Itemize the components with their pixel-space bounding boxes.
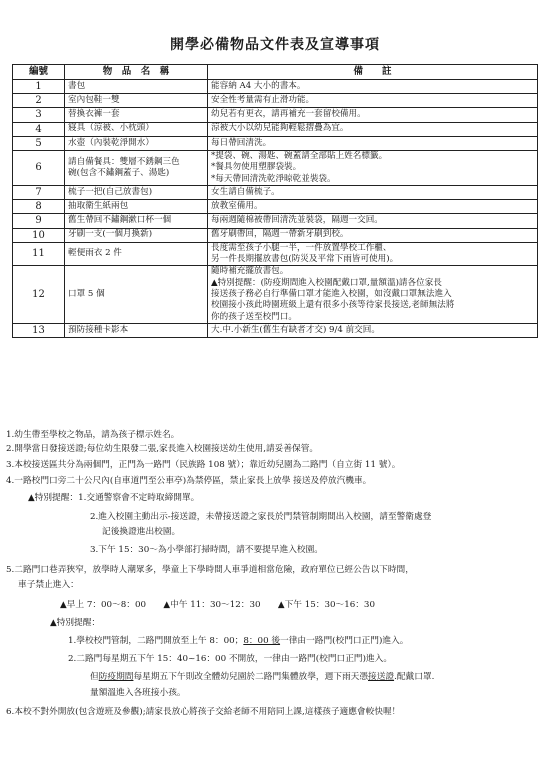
item-note-cell <box>208 324 538 338</box>
header-no: 編號 <box>13 65 65 80</box>
item-name-line: 碗(包含不鏽鋼蓋子、湯匙) <box>68 167 170 178</box>
row-number: 2 <box>13 94 65 108</box>
table-row <box>13 185 538 199</box>
special-reminder-2-item-1 <box>68 636 408 647</box>
table-row <box>13 136 538 150</box>
header-note: 備 註 <box>208 65 538 80</box>
item-name-cell <box>65 228 208 242</box>
item-name-line: 書包 <box>68 80 86 91</box>
table-row <box>13 214 538 228</box>
row-number: 3 <box>13 108 65 122</box>
table-row <box>13 242 538 266</box>
special-reminder-1-item-2: 2.進入校園主動出示-接送證，未帶接送證之家長於門禁管制期間出入校園，請至警衛處登 <box>90 512 432 522</box>
item-note-line: 安全性考量需有止滑功能。 <box>211 95 315 106</box>
item-name-line: 替換衣褲一套 <box>68 109 120 120</box>
special-reminder-1-item-2-cont: 記後換證進出校園。 <box>102 527 181 537</box>
item-note-line: *提袋、碗、湯匙、碗蓋請全部貼上姓名標籤。 <box>211 150 388 161</box>
item-name-line: 舊生帶回不鏽鋼漱口杯一個 <box>68 215 172 226</box>
row-number: 11 <box>13 242 65 266</box>
item-note-line: ▲特別提醒：(防疫期間進入校園配戴口罩,量額溫)請各位家長 <box>211 277 442 288</box>
item-name-cell <box>65 122 208 136</box>
row-number: 8 <box>13 200 65 214</box>
row-number: 1 <box>13 80 65 94</box>
special-reminder-2-item-3 <box>90 672 434 683</box>
item-note-cell <box>208 80 538 94</box>
table-row <box>13 324 538 338</box>
item-name-cell <box>65 150 208 185</box>
item-name-line: 室內包鞋一雙 <box>68 95 120 106</box>
item-name-cell <box>65 80 208 94</box>
items-table <box>12 64 538 338</box>
item-note-cell <box>208 200 538 214</box>
special-reminder-1-item-3: 3.下午 15：30～為小學部打掃時間，請不要提早進入校園。 <box>90 545 323 555</box>
item-note-line: 能容納 A4 大小的書本。 <box>211 80 306 91</box>
item-name-cell <box>65 266 208 324</box>
item-name-line: 梳子一把(自己放書包) <box>68 186 153 197</box>
item-note-cell <box>208 242 538 266</box>
item-name-cell <box>65 324 208 338</box>
special-reminder-2: ▲特別提醒： <box>50 618 101 628</box>
note-6: 6.本校不對外開放(包含遊班及參觀);請家長放心將孩子交給老師不用陪同上課,這樣孩子適應會較快喔！ <box>6 707 401 717</box>
note-5: 5.二路門口巷弄狹窄，放學時人潮眾多，學童上下學時間人車爭道相當危險，政府單位已經公告以下時間， <box>6 565 414 575</box>
item-name-line: 口罩 5 個 <box>68 289 105 300</box>
s2-3-a: 但 <box>90 672 99 682</box>
item-name-cell <box>65 185 208 199</box>
item-note-cell <box>208 136 538 150</box>
table-body <box>13 80 538 338</box>
item-note-line: 涼被大小以幼兒能夠輕鬆摺疊為宜。 <box>211 123 349 134</box>
item-name-line: 請自備餐具：雙層不銹鋼三色 <box>68 156 180 167</box>
item-note-line: 幼兒若有更衣，請再補充一套留校備用。 <box>211 109 366 120</box>
special-reminder-1: ▲特別提醒：1.交通警察會不定時取締開單。 <box>28 493 200 503</box>
item-note-line: 長度需至孩子小腿一半，一件放置學校工作櫃、 <box>211 242 392 253</box>
s2-1-underline: 8：00 後 <box>243 636 281 646</box>
special-reminder-2-item-2: 2.二路門每星期五下午 15：40~16：00 不開放，一律由一路門(校門口正門)進入。 <box>68 654 393 664</box>
item-name-cell <box>65 94 208 108</box>
item-note-cell <box>208 150 538 185</box>
table-row <box>13 122 538 136</box>
item-note-line: 女生請自備梳子。 <box>211 186 280 197</box>
item-note-line: 另一件長期擺放書包(防災及平常下雨皆可使用)。 <box>211 254 399 265</box>
item-name-line: 預防接種卡影本 <box>68 325 129 336</box>
row-number: 5 <box>13 136 65 150</box>
s2-1-text: 1.學校校門管制，二路門開放至上午 8：00； <box>68 636 244 646</box>
item-note-line: 校園接小孩此時園班級上還有很多小孩等待家長接送,老師無法將 <box>211 300 455 311</box>
item-name-cell <box>65 214 208 228</box>
note-2: 2.開學當日發接送證;每位幼生限發二張,家長進入校園接送幼生使用,請妥善保管。 <box>6 444 319 454</box>
item-note-line: *每天帶回清洗乾淨晾乾並裝袋。 <box>211 173 336 184</box>
note-1: 1.幼生帶至學校之物品，請為孩子標示姓名。 <box>6 430 180 440</box>
row-number: 7 <box>13 185 65 199</box>
item-note-line: *餐具勿使用塑膠袋裝。 <box>211 162 302 173</box>
header-item: 物 品 名 稱 <box>65 65 208 80</box>
item-note-cell <box>208 266 538 324</box>
item-name-cell <box>65 108 208 122</box>
s2-3-underline-1: 防疫期間 <box>98 672 134 682</box>
item-name-cell <box>65 136 208 150</box>
note-5-cont: 車子禁止進入： <box>18 580 79 590</box>
row-number: 9 <box>13 214 65 228</box>
row-number: 12 <box>13 266 65 324</box>
row-number: 4 <box>13 122 65 136</box>
s2-1-text-post: 一律由一路門(校門口正門)進入。 <box>280 636 409 646</box>
row-number: 13 <box>13 324 65 338</box>
document-title: 開學必備物品文件表及宣導事項 <box>170 37 380 53</box>
restricted-times: ▲早上 7：00～8：00 ▲中午 11：30～12：30 ▲下午 15：30～16：30 <box>60 600 375 610</box>
table-row <box>13 108 538 122</box>
note-3: 3.本校接送區共分為兩個門，正門為一路門（民族路 108 號）；靠近幼兒園為二路門（自立街 11 號）。 <box>6 460 401 470</box>
item-note-line: 隨時補充擺放書包。 <box>211 266 289 277</box>
table-row <box>13 94 538 108</box>
s2-3-b: 每星期五下午則改全體幼兒園於二路門集體放學，週下雨天憑 <box>133 672 368 682</box>
item-note-line: 你的孩子送至校門口。 <box>211 311 297 322</box>
item-name-line: 寢具（涼被、小枕頭） <box>68 123 154 134</box>
item-note-line: 大.中.小新生(舊生有缺者才交) 9/4 前交回。 <box>211 325 380 336</box>
row-number: 10 <box>13 228 65 242</box>
item-name-line: 輕便雨衣 2 件 <box>68 248 122 259</box>
item-note-cell <box>208 228 538 242</box>
row-number: 6 <box>13 150 65 185</box>
table-header-row <box>13 65 538 80</box>
item-note-cell <box>208 94 538 108</box>
table-row <box>13 80 538 94</box>
special-reminder-2-item-3-cont: 量額溫進入各班接小孩。 <box>90 688 186 698</box>
item-name-cell <box>65 242 208 266</box>
note-4: 4.一路校門口旁二十公尺內(自車道門至公車亭)為禁停區，禁止家長上放學 接送及停放汽機車。 <box>6 476 372 486</box>
s2-3-c: .配戴口罩. <box>394 672 435 682</box>
item-note-cell <box>208 214 538 228</box>
table-row <box>13 150 538 185</box>
item-note-line: 每兩週隨棉被帶回清洗並裝袋，隔週一交回。 <box>211 215 383 226</box>
item-note-line: 放教室備用。 <box>211 201 263 212</box>
item-note-cell <box>208 122 538 136</box>
item-name-line: 水壺（內裝乾淨開水） <box>68 137 154 148</box>
table-row <box>13 228 538 242</box>
item-note-line: 舊牙刷帶回，隔週一帶新牙刷到校。 <box>211 229 349 240</box>
table-row <box>13 200 538 214</box>
item-name-line: 牙刷一支(一個月換新) <box>68 229 153 240</box>
item-name-cell <box>65 200 208 214</box>
item-note-cell <box>208 108 538 122</box>
item-note-cell <box>208 185 538 199</box>
item-note-line: 接送孩子務必自行準備口罩才能進入校園，如沒戴口罩無法進入 <box>211 289 452 300</box>
s2-3-underline-2: 接送證 <box>368 672 395 682</box>
item-name-line: 抽取衛生紙兩包 <box>68 201 129 212</box>
item-note-line: 每日帶回清洗。 <box>211 137 272 148</box>
table-row <box>13 266 538 324</box>
